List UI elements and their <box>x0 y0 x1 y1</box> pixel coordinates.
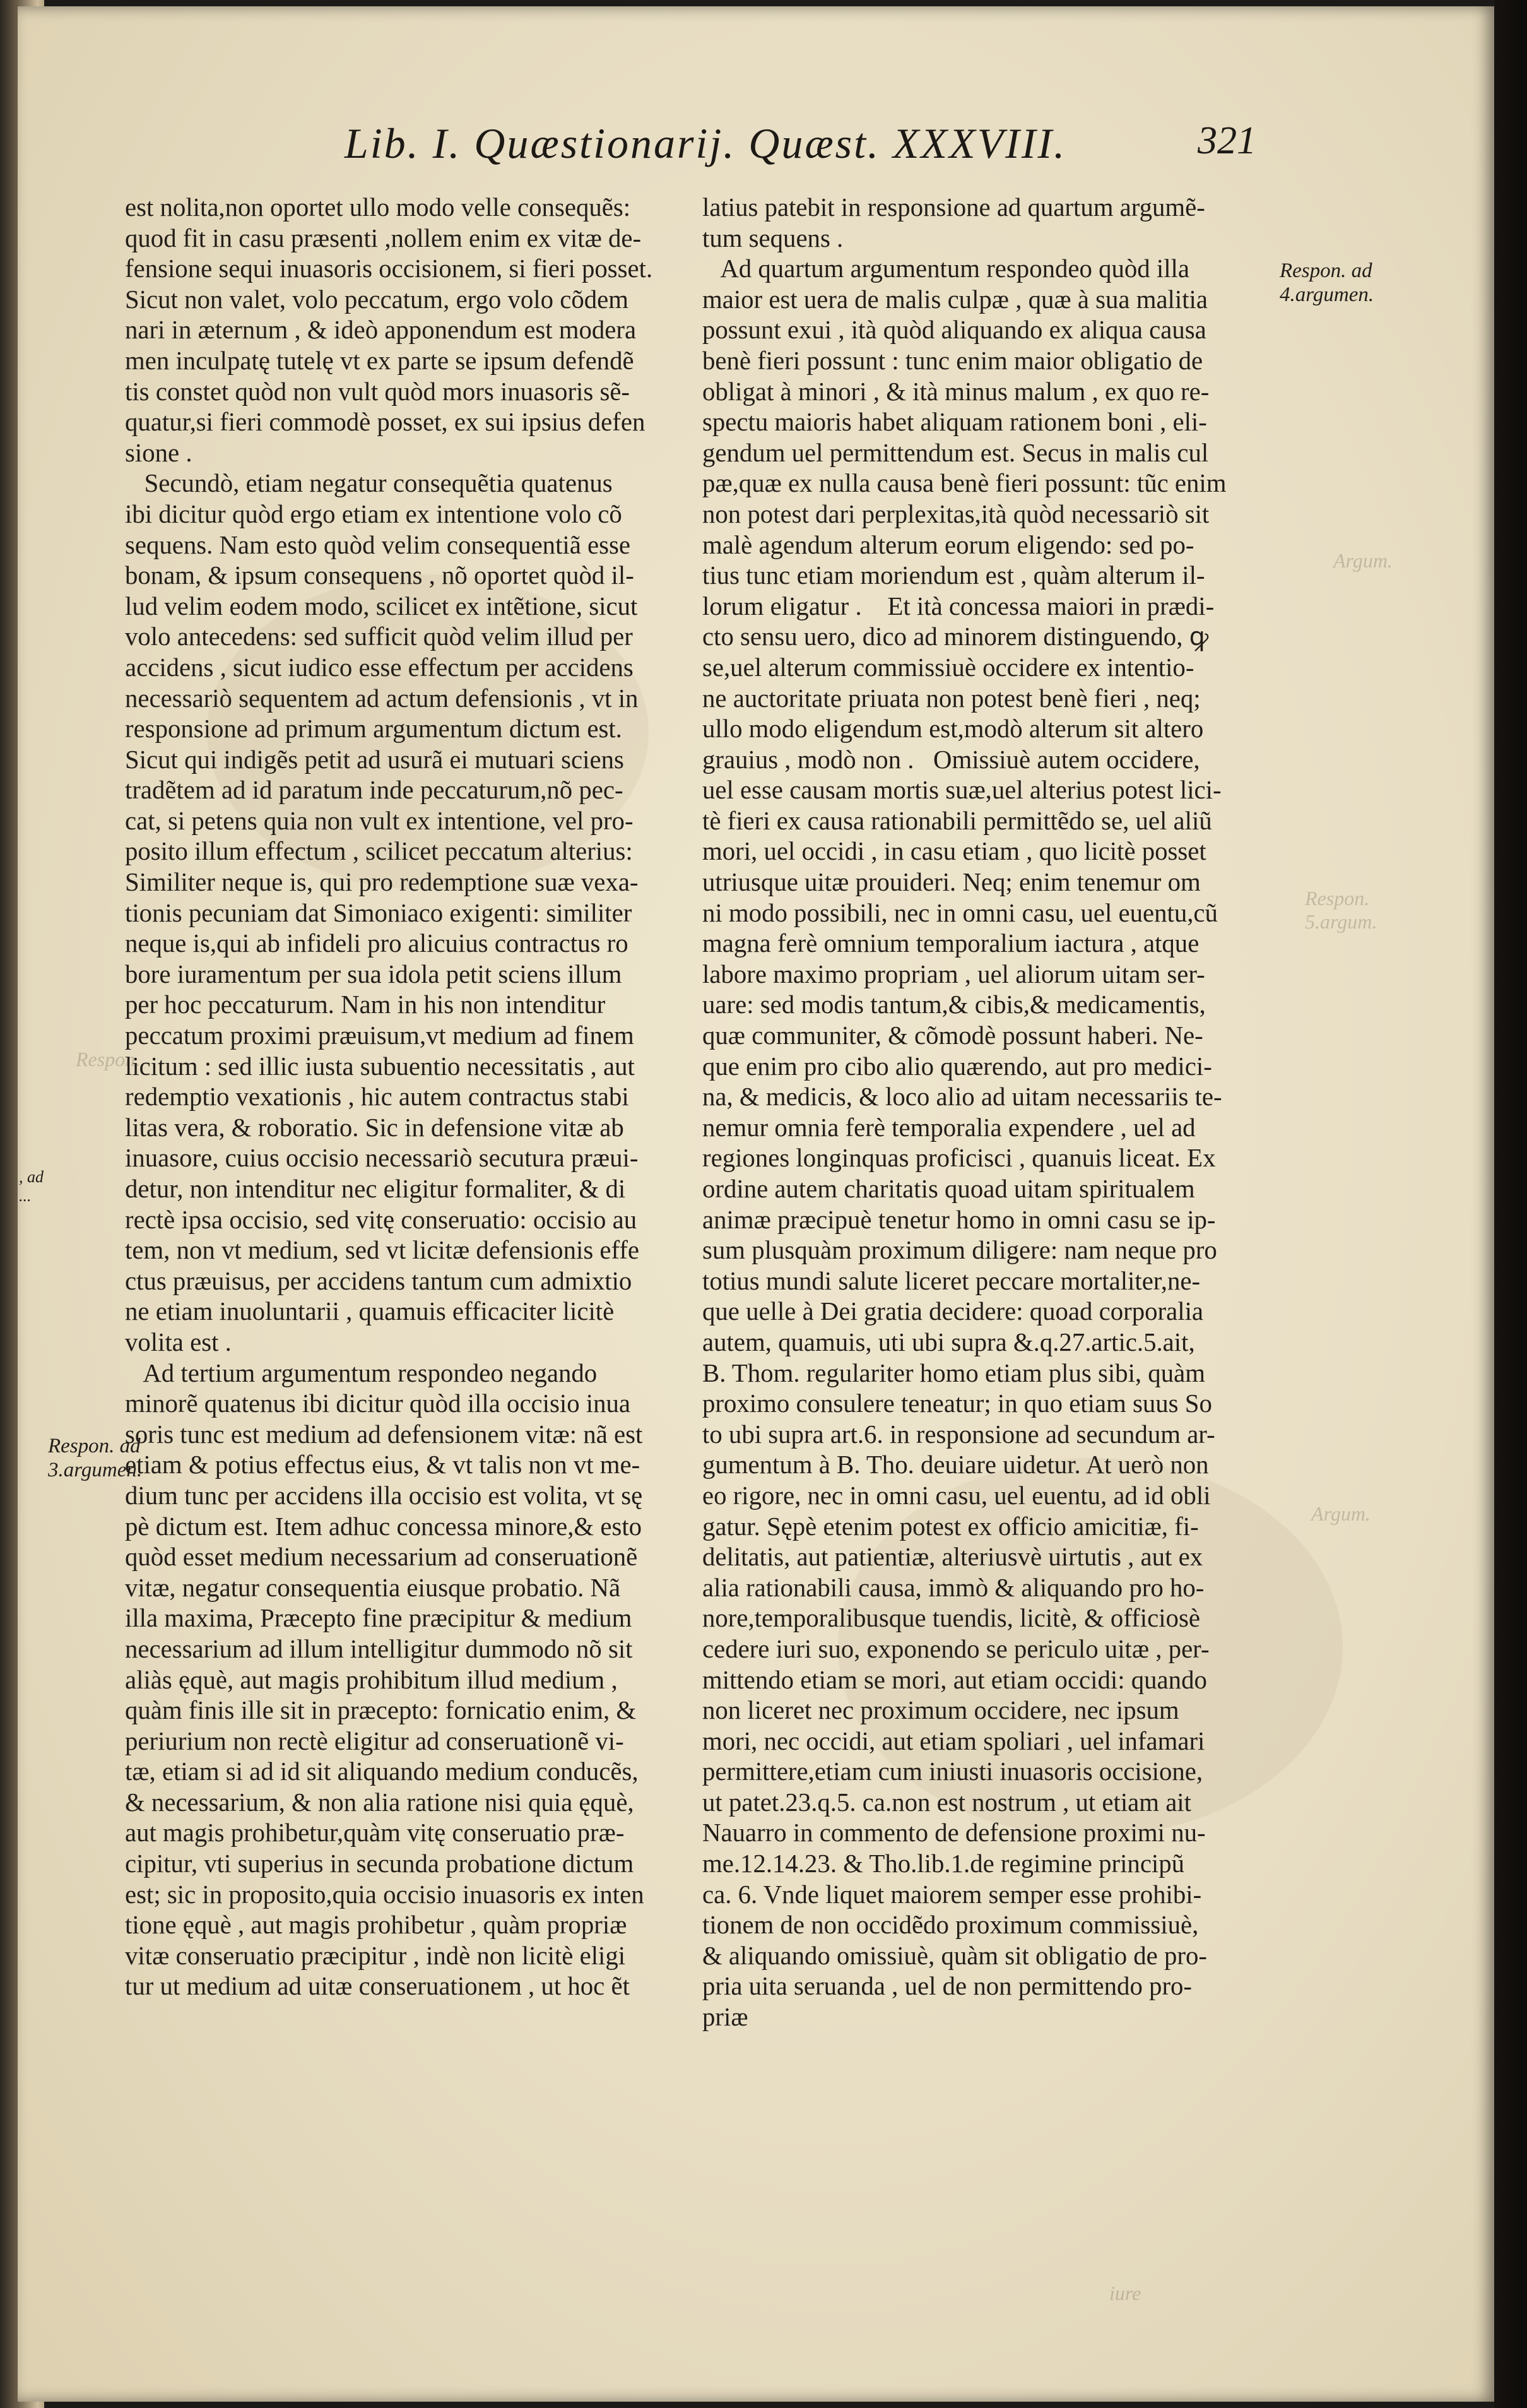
text-line: necessariò sequentem ad actum defensionis , vt in <box>125 684 639 713</box>
text-line: cat, si petens quia non vult ex intentione, vel pro- <box>125 806 634 835</box>
text-line: fensione sequi inuasoris occisionem, si fieri posset. <box>125 254 653 283</box>
text-line: se,uel alterum commissiuè occidere ex intentio- <box>702 653 1194 682</box>
text-line: benè fieri possunt : tunc enim maior obligatio de <box>702 346 1203 375</box>
book-edge-shadow <box>1494 0 1527 2408</box>
text-line: Sicut non valet, volo peccatum, ergo volo cõdem <box>125 285 628 314</box>
text-line: aliàs ęquè, aut magis prohibitum illud medium , <box>125 1665 618 1694</box>
text-line: quod fit in casu præsenti ,nollem enim ex vitæ de- <box>125 223 642 252</box>
text-line: utriusque uitæ prouideri. Neq; enim tenemur om <box>702 868 1201 897</box>
text-line: quatur,si fieri commodè posset, ex sui ipsius defen <box>125 408 646 437</box>
text-line: na, & medicis, & loco alio ad uitam necessariis te- <box>702 1082 1222 1112</box>
text-line: uare: sed modis tantum,& cibis,& medicamentis, <box>702 990 1206 1019</box>
text-line: possunt exui , ità quòd aliquando ex aliqua causa <box>702 316 1206 345</box>
text-line: tione ęquè , aut magis prohibetur , quàm propriæ <box>125 1911 627 1940</box>
text-line: regiones longinquas proficisci , quanuis liceat. Ex <box>702 1144 1216 1173</box>
text-line: Nauarro in commento de defensione proximi nu- <box>702 1818 1206 1848</box>
text-line: non potest dari perplexitas,ità quòd necessariò sit <box>702 499 1210 528</box>
text-line: uel esse causam mortis suæ,uel alterius potest lici- <box>702 776 1222 805</box>
text-line: ne auctoritate priuata non potest benè fieri , neq; <box>702 684 1201 713</box>
text-line: tur ut medium ad uitæ conseruationem , ut hoc ẽt <box>125 1972 630 2001</box>
text-line: mori, uel occidi , in casu etiam , quo licitè posset <box>702 837 1206 866</box>
text-line: eo rigore, nec in omni casu, uel euentu, ad id obli <box>702 1481 1211 1510</box>
text-line: licitum : sed illic iusta subuentio necessitatis , aut <box>125 1052 635 1081</box>
text-line: proximo consulere teneatur; in quo etiam suus So <box>702 1389 1212 1418</box>
text-line: inuasore, cuius occisio necessariò secutura præui- <box>125 1144 639 1173</box>
show-through-mark: Respon. 5.argum. <box>1305 887 1377 933</box>
text-line: me.12.14.23. & Tho.lib.1.de regimine principũ <box>702 1849 1185 1878</box>
text-line: sum plusquàm proximum diligere: nam neque pro <box>702 1236 1217 1265</box>
text-line: bonam, & ipsum consequens , nõ oportet quòd il- <box>125 561 634 590</box>
text-line: pè dictum est. Item adhuc concessa minore,& esto <box>125 1512 642 1541</box>
text-line: tius tunc etiam moriendum est , quàm alterum il- <box>702 561 1205 590</box>
text-line: alia rationabili causa, immò & aliquando pro ho- <box>702 1573 1205 1602</box>
text-line: peccatum proximi præuisum,vt medium ad finem <box>125 1021 634 1050</box>
text-line: lud velim eodem modo, scilicet ex intẽtione, sicut <box>125 591 638 620</box>
text-line: tionis pecuniam dat Simoniaco exigenti: similiter <box>125 898 632 927</box>
left-text-column <box>125 193 687 2002</box>
text-line: necessarium ad illum intelligitur dummodo nõ sit <box>125 1634 633 1663</box>
text-line: Similiter neque is, qui pro redemptione suæ vexa- <box>125 868 639 897</box>
text-line: detur, non intenditur nec eligitur formaliter, & di <box>125 1175 626 1203</box>
text-line: volita est . <box>125 1327 232 1356</box>
text-line: est; sic in proposito,quia occisio inuasoris ex inten <box>125 1880 644 1909</box>
left-margin-note: Respon. ad 3.argumen. <box>48 1435 143 1481</box>
text-line: mori, nec occidi, aut etiam spoliari , uel infamari <box>702 1726 1205 1755</box>
text-line: ut patet.23.q.5. ca.non est nostrum , ut etiam ait <box>702 1788 1191 1817</box>
text-line: ibi dicitur quòd ergo etiam ex intentione volo cõ <box>125 499 622 528</box>
text-line: periurium non rectè eligitur ad conseruationẽ vi- <box>125 1726 624 1755</box>
text-line: latius patebit in responsione ad quartum argumẽ- <box>702 193 1205 222</box>
text-line: ullo modo eligendum est,modò alterum sit altero <box>702 715 1204 744</box>
text-line: permittere,etiam cum iniusti inuasoris occisione, <box>702 1757 1203 1786</box>
text-line: tionem de non occidẽdo proximum commissiuè, <box>702 1911 1199 1940</box>
text-line: labore maximo propriam , uel aliorum uitam ser- <box>702 959 1205 988</box>
text-line: maior est uera de malis culpæ , quæ à sua malitia <box>702 285 1208 314</box>
book-page <box>18 6 1494 2402</box>
text-line: pria uita seruanda , uel de non permittendo pro- <box>702 1972 1193 2001</box>
text-line: & necessarium, & non alia ratione nisi quia ęquè, <box>125 1788 634 1817</box>
text-line: tem, non vt medium, sed vt licitæ defensionis effe <box>125 1236 640 1265</box>
text-line: Sicut qui indigẽs petit ad usurã ei mutuari sciens <box>125 745 624 774</box>
show-through-mark: Respon. <box>76 1048 141 1071</box>
text-line: que enim pro cibo alio quærendo, aut pro medici- <box>702 1052 1212 1081</box>
text-line: mittendo etiam se mori, aut etiam occidi: quando <box>702 1665 1207 1694</box>
text-line: magna ferè omnium temporalium iactura , atque <box>702 929 1200 958</box>
text-line: totius mundi salute liceret peccare mortaliter,ne- <box>702 1266 1201 1295</box>
text-line: to ubi supra art.6. in responsione ad secundum ar- <box>702 1420 1215 1449</box>
text-line: per hoc peccaturum. Nam in his non intenditur <box>125 990 606 1019</box>
text-line: volo antecedens: sed sufficit quòd velim illud per <box>125 622 633 651</box>
text-line: gumentum à B. Tho. deuiare uidetur. At uerò non <box>702 1450 1209 1480</box>
show-through-mark: Argum. <box>1311 1502 1371 1525</box>
text-line: soris tunc est medium ad defensionem vitæ: nã est <box>125 1420 643 1449</box>
text-line: tæ, etiam si ad id sit aliquando medium conducẽs, <box>125 1757 639 1786</box>
text-line: cipitur, vti superius in secunda probatione dictum <box>125 1849 634 1878</box>
page-header <box>18 119 1494 175</box>
text-line: autem, quamuis, uti ubi supra &.q.27.artic.5.ait, <box>702 1327 1195 1356</box>
text-line: redemptio vexationis , hic autem contractus stabi <box>125 1082 629 1112</box>
text-line: cto sensu uero, dico ad minorem distinguendo, ꝙ <box>702 622 1209 651</box>
text-line: spectu maioris habet aliquam rationem boni , eli- <box>702 408 1207 437</box>
text-line: tè fieri ex causa rationabili permittẽdo se, uel aliũ <box>702 806 1212 835</box>
text-line: & aliquando omissiuè, quàm sit obligatio de pro- <box>702 1941 1207 1970</box>
edge-margin-fragment: , ad ... <box>19 1168 44 1205</box>
text-line: quæ communiter, & cõmodè possunt haberi. Ne- <box>702 1021 1203 1050</box>
text-line: nemur omnia ferè temporalia expendere , uel ad <box>702 1113 1196 1142</box>
text-line: pæ,quæ ex nulla causa benè fieri possunt: tũc enim <box>702 469 1227 498</box>
page-number: 321 <box>1198 119 1256 162</box>
text-line: responsione ad primum argumentum dictum est. <box>125 715 622 744</box>
text-line: lorum eligatur . Et ità concessa maiori in prædi- <box>702 591 1215 620</box>
text-line: vitæ conseruatio præcipitur , indè non licitè eligi <box>125 1941 626 1970</box>
text-line: est nolita,non oportet ullo modo velle consequẽs: <box>125 193 631 222</box>
text-line: nore,temporalibusque tuendis, licitè, & officiosè <box>702 1604 1200 1633</box>
show-through-mark: Argum. <box>1333 549 1393 572</box>
text-line: ctus præuisus, per accidens tantum cum admixtio <box>125 1266 632 1295</box>
text-line: etiam & potius effectus eius, & vt talis non vt me- <box>125 1450 640 1480</box>
text-line: bore iuramentum per sua idola petit sciens illum <box>125 959 622 988</box>
text-line: posito illum effectum , scilicet peccatum alterius: <box>125 837 633 866</box>
text-line: ne etiam inuoluntarii , quamuis efficaciter licitè <box>125 1297 615 1326</box>
text-line: tis constet quòd non vult quòd mors inuasoris sẽ- <box>125 377 630 406</box>
text-line: nari in æternum , & ideò apponendum est modera <box>125 316 637 345</box>
right-margin-note: Respon. ad 4.argumen. <box>1280 259 1374 306</box>
text-line: sequens. Nam esto quòd velim consequentiã esse <box>125 530 631 559</box>
show-through-mark: iure <box>1109 2282 1141 2304</box>
text-line: neque is,qui ab infideli pro alicuius contractus ro <box>125 929 628 958</box>
text-line: litas vera, & roboratio. Sic in defensione vitæ ab <box>125 1113 624 1142</box>
text-line: priæ <box>702 2003 748 2032</box>
text-line: vitæ, negatur consequentia eiusque probatio. Nã <box>125 1573 621 1602</box>
text-line: ni modo possibili, nec in omni casu, uel euentu,cũ <box>702 898 1218 927</box>
text-line: men inculpatę tutelę vt ex parte se ipsum defendẽ <box>125 346 634 375</box>
text-line: grauius , modò non . Omissiuè autem occidere, <box>702 745 1200 774</box>
text-line: delitatis, aut patientiæ, alteriusvè uirtutis , aut ex <box>702 1543 1203 1572</box>
text-line: tum sequens . <box>702 223 844 252</box>
right-text-column <box>702 193 1283 2033</box>
text-line: Ad tertium argumentum respondeo negando <box>125 1358 598 1387</box>
text-line: illa maxima, Præcepto fine præcipitur & medium <box>125 1604 632 1633</box>
text-line: que uelle à Dei gratia decidere: quoad corporalia <box>702 1297 1204 1326</box>
text-line: Secundò, etiam negatur consequẽtia quatenus <box>125 469 613 498</box>
text-line: accidens , sicut iudico esse effectum per accidens <box>125 653 634 682</box>
text-line: gendum uel permittendum est. Secus in malis cul <box>702 438 1209 467</box>
text-line: ordine autem charitatis quoad uitam spiritualem <box>702 1175 1195 1203</box>
text-line: sione . <box>125 438 192 467</box>
text-line: minorẽ quatenus ibi dicitur quòd illa occisio inua <box>125 1389 631 1418</box>
text-line: quòd esset medium necessarium ad conseruationẽ <box>125 1543 638 1572</box>
text-line: malè agendum alterum eorum eligendo: sed po- <box>702 530 1194 559</box>
running-title: Lib. I. Quæstionarij. Quæst. XXXVIII. <box>344 119 1067 167</box>
text-line: B. Thom. regulariter homo etiam plus sibi, quàm <box>702 1358 1205 1387</box>
text-line: cedere iuri suo, exponendo se periculo uitæ , per- <box>702 1634 1210 1663</box>
text-line: dium tunc per accidens illa occisio est volita, vt sę <box>125 1481 643 1510</box>
text-line: tradẽtem ad id paratum inde peccaturum,nõ pec- <box>125 776 623 805</box>
text-line: Ad quartum argumentum respondeo quòd illa <box>702 254 1189 283</box>
text-line: obligat à minori , & ità minus malum , ex quo re- <box>702 377 1210 406</box>
text-line: quàm finis ille sit in præcepto: fornicatio enim, & <box>125 1696 637 1725</box>
text-line: rectè ipsa occisio, sed vitę conseruatio: occisio au <box>125 1205 637 1234</box>
text-line: aut magis prohibetur,quàm vitę conseruatio præ- <box>125 1818 625 1848</box>
text-line: gatur. Sępè etenim potest ex officio amicitiæ, fi- <box>702 1512 1199 1541</box>
text-line: animæ præcipuè tenetur homo in omni casu se ip- <box>702 1205 1216 1234</box>
text-line: non liceret nec proximum occidere, nec ipsum <box>702 1696 1179 1725</box>
text-line: ca. 6. Vnde liquet maiorem semper esse prohibi- <box>702 1880 1202 1909</box>
